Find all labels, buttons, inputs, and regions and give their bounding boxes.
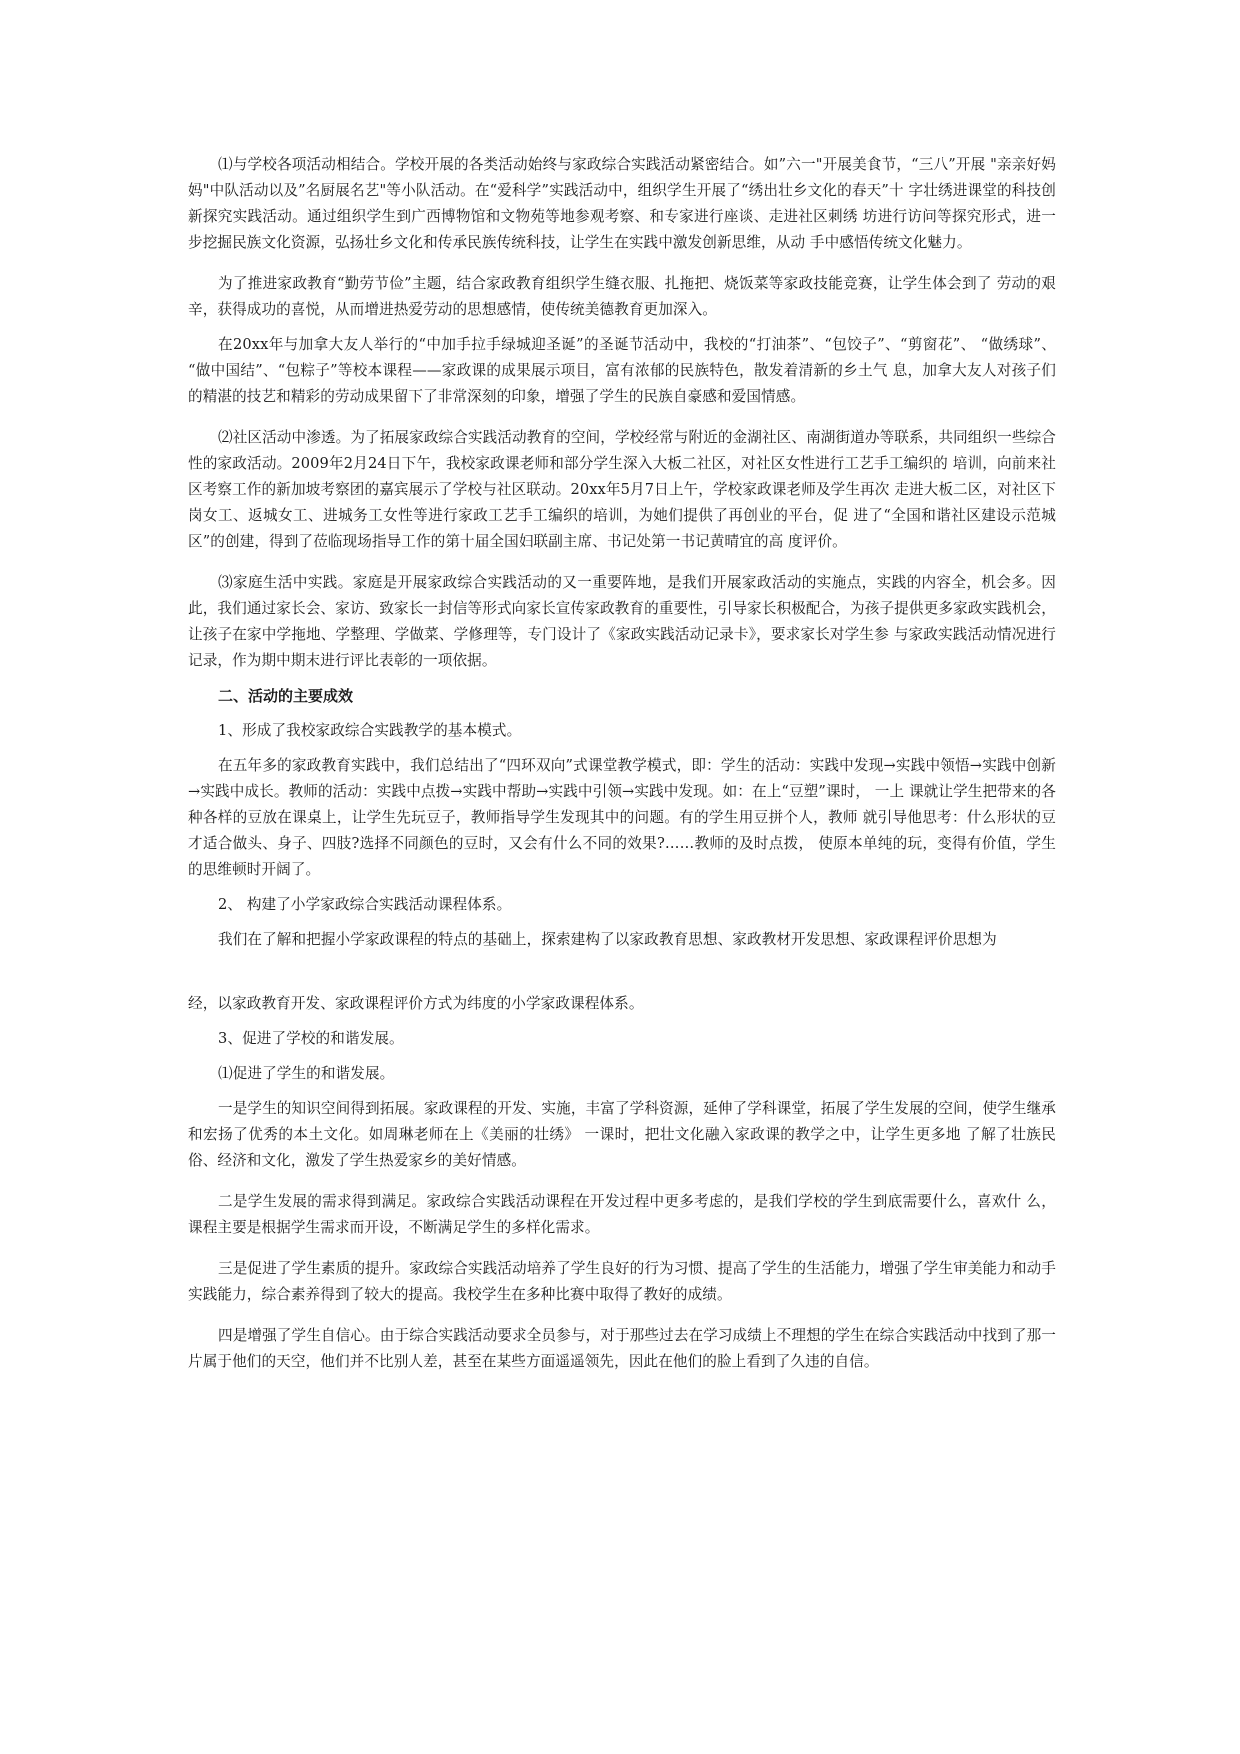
paragraph-christmas-event: 在20xx年与加拿大友人举行的“中加手拉手绿城迎圣诞”的圣诞节活动中，我校的“打油茶”、“包饺子”、“剪窗花”、 “做绣球”、 “做中国结”、“包粽子”等校本课程——家政课的成果展示项目，富有浓郁的民族特色，散发着清新的乡土气 息，加拿大友人对孩子们的精湛的技艺和精彩的劳动成果留下了非常深刻的印象，增强了学生的民族自豪感和爱国情感。 — [188, 336, 1056, 405]
paragraph-self-confidence: 四是增强了学生自信心。由于综合实践活动要求全员参与，对于那些过去在学习成绩上不理想的学生在综合实践活动中找到了那一片属于他们的天空，他们并不比别人差，甚至在某些方面遥遥领先，因此在他们的脸上看到了久违的自信。 — [188, 1327, 1056, 1370]
section-heading-main-results: 二、活动的主要成效 — [218, 687, 354, 705]
paragraph-community-activities: ⑵社区活动中渗透。为了拓展家政综合实践活动教育的空间，学校经常与附近的金湖社区、南湖街道办等联系，共同组织一些综合性的家政活动。2009年2月24日下午，我校家政课老师和部分学生深入大板二社区，对社区女性进行工艺手工编织的 培训，向前来社区考察工作的新加坡考察团的嘉宾展示了学校与社区联动。20xx年5月7日上午，学校家政课老师及学生再次 走进大板二区，对社区下岗女工、返城女工、进城务工女性等进行家政工艺手工编织的培训，为她们提供了再创业的平台，促 进了“全国和谐社区建设示范城区”的创建，得到了莅临现场指导工作的第十届全国妇联副主席、书记处第一书记黄晴宜的高 度评价。 — [188, 429, 1056, 550]
document-page — [188, 152, 1056, 1390]
paragraph-family-practice: ⑶家庭生活中实践。家庭是开展家政综合实践活动的又一重要阵地，是我们开展家政活动的实施点，实践的内容全，机会多。因此，我们通过家长会、家访、致家长一封信等形式向家长宣传家政教育的重要性，引导家长积极配合，为孩子提供更多家政实践机会，让孩子在家中学拖地、学整理、学做菜、学修理等，专门设计了《家政实践活动记录卡》，要求家长对学生参 与家政实践活动情况进行记录，作为期中期末进行评比表彰的一项依据。 — [188, 574, 1056, 669]
paragraph-curriculum-construction-cont: 经，以家政教育开发、家政课程评价方式为纬度的小学家政课程体系。 — [188, 995, 644, 1012]
paragraph-four-ring-model: 在五年多的家政教育实践中，我们总结出了“四环双向”式课堂教学模式，即：学生的活动：实践中发现→实践中领悟→实践中创新→实践中成长。教师的活动：实践中点拨→实践中帮助→实践中引领→实践中发现。如：在上“豆塑”课时， 一上 课就让学生把带来的各种各样的豆放在课桌上，让学生先玩豆子，教师指导学生发现其中的问题。有的学生用豆拼个人，教师 就引导他思考：什么形状的豆才适合做头、身子、四肢?选择不同颜色的豆时，又会有什么不同的效果?……教师的及时点拨， 使原本单纯的玩，变得有价值，学生的思维顿时开阔了。 — [188, 757, 1056, 878]
paragraph-quality-improvement: 三是促进了学生素质的提升。家政综合实践活动培养了学生良好的行为习惯、提高了学生的生活能力，增强了学生审美能力和动手实践能力，综合素养得到了较大的提高。我校学生在多种比赛中取得了教好的成绩。 — [188, 1260, 1056, 1303]
paragraph-knowledge-expansion: 一是学生的知识空间得到拓展。家政课程的开发、实施，丰富了学科资源，延伸了学科课堂，拓展了学生发展的空间，使学生继承和宏扬了优秀的本土文化。如周琳老师在上《美丽的壮绣》 一课时，把壮文化融入家政课的教学之中，让学生更多地 了解了壮族民俗、经济和文化，激发了学生热爱家乡的美好情感。 — [188, 1100, 1056, 1169]
item-harmonious-development: 3、促进了学校的和谐发展。 — [218, 1030, 404, 1047]
paragraph-school-activities: ⑴与学校各项活动相结合。学校开展的各类活动始终与家政综合实践活动紧密结合。如”六一"开展美食节，“三八”开展 "亲亲好妈妈"中队活动以及”名厨展名艺"等小队活动。在“爱科学”实践活动中，组织学生开展了“绣出壮乡文化的春天”十 字壮绣进课堂的科技创新探究实践活动。通过组织学生到广西博物馆和文物苑等地参观考察、和专家进行座谈、走进社区刺绣 坊进行访问等探究形式，进一步挖掘民族文化资源，弘扬壮乡文化和传承民族传统科技，让学生在实践中激发创新思维，从动 手中感悟传统文化魅力。 — [188, 156, 1056, 251]
item-curriculum-system: 2、 构建了小学家政综合实践活动课程体系。 — [218, 896, 512, 913]
paragraph-diligence-theme: 为了推进家政教育“勤劳节俭”主题，结合家政教育组织学生缝衣服、扎拖把、烧饭菜等家政技能竞赛，让学生体会到了 劳动的艰辛，获得成功的喜悦，从而增进热爱劳动的思想感情，使传统美德教育更加深入。 — [188, 275, 1056, 318]
item-student-development: ⑴促进了学生的和谐发展。 — [218, 1065, 395, 1082]
paragraph-needs-satisfied: 二是学生发展的需求得到满足。家政综合实践活动课程在开发过程中更多考虑的，是我们学校的学生到底需要什么，喜欢什 么，课程主要是根据学生需求而开设，不断满足学生的多样化需求。 — [188, 1193, 1056, 1236]
paragraph-curriculum-construction: 我们在了解和把握小学家政课程的特点的基础上，探索建构了以家政教育思想、家政教材开发思想、家政课程评价思想为 — [218, 931, 997, 948]
item-teaching-model: 1、形成了我校家政综合实践教学的基本模式。 — [218, 722, 522, 739]
